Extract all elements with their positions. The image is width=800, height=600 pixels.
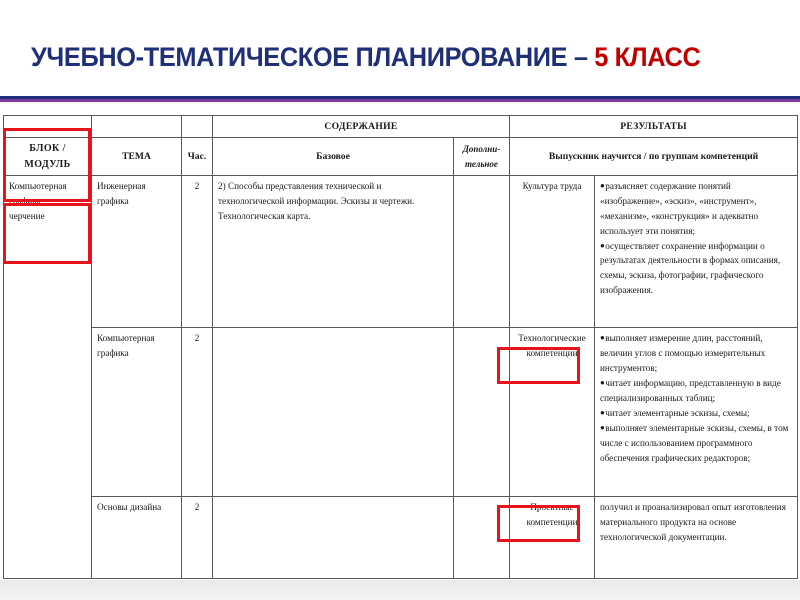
header-spacer-block	[4, 116, 92, 138]
title-container	[0, 26, 800, 88]
header-col-extra	[454, 137, 510, 175]
bullet-icon: ●	[600, 180, 606, 190]
cell-theme: Компьютерная графика	[92, 328, 182, 496]
header-col-block-line2: МОДУЛЬ	[24, 158, 71, 170]
table-row	[4, 328, 798, 496]
page-title	[0, 26, 752, 88]
list-item	[600, 421, 792, 466]
bottom-strip	[0, 580, 800, 600]
list-item	[600, 376, 792, 406]
table-column-header-row	[4, 137, 798, 175]
header-col-hours: Час.	[182, 137, 213, 175]
cell-base-content	[213, 496, 454, 578]
list-item-text: читает элементарные эскизы, схемы;	[605, 407, 750, 418]
cell-base-content: 2) Способы представления технической и технологической информации. Эскизы и чертежи. Технологическая карта.	[213, 175, 454, 327]
competence-line2: компетенции	[526, 516, 578, 527]
bullet-icon: ●	[600, 407, 606, 417]
list-item-text: разъясняет содержание понятий «изображение», «эскиз», «инструмент», «механизм», «конструкция» и адекватно использует эти понятия;	[600, 180, 759, 236]
bullet-icon: ●	[600, 378, 606, 388]
header-col-extra-line1: Дополни-	[462, 144, 501, 155]
header-col-block	[4, 137, 92, 175]
block-module-line1: Компьютерная	[9, 180, 67, 191]
competence-line1: Технологические	[518, 333, 586, 344]
header-group-rezultaty: РЕЗУЛЬТАТЫ	[510, 116, 798, 138]
table-row	[4, 175, 798, 327]
results-bullet-list	[600, 179, 792, 298]
cell-results	[595, 175, 798, 327]
cell-theme: Инженерная графика	[92, 175, 182, 327]
header-col-extra-line2: тельное	[465, 158, 498, 169]
list-item-text: осуществляет сохранение информации о результатах деятельности в формах описания, схемы, эскиза, фотографии, графического изображения.	[600, 240, 781, 296]
header-spacer-hours	[182, 116, 213, 138]
list-item-text: читает информацию, представленную в виде специализированных таблиц;	[600, 378, 781, 404]
list-item-text: выполняет измерение длин, расстояний, величин углов с помощью измерительных инструментов;	[600, 333, 766, 374]
table-group-header-row	[4, 116, 798, 138]
list-item	[600, 179, 792, 239]
cell-competence-group	[510, 496, 595, 578]
header-col-results: Выпускник научится / по группам компетенций	[510, 137, 798, 175]
cell-competence-group	[510, 175, 595, 327]
cell-extra-content	[454, 496, 510, 578]
cell-results	[595, 328, 798, 496]
table-row	[4, 496, 798, 578]
cell-hours: 2	[182, 175, 213, 327]
bullet-icon: ●	[600, 333, 606, 343]
cell-hours: 2	[182, 496, 213, 578]
bullet-icon: ●	[600, 240, 606, 250]
header-spacer-theme	[92, 116, 182, 138]
page-title-main: УЧЕБНО-ТЕМАТИЧЕСКОЕ ПЛАНИРОВАНИЕ –	[31, 42, 595, 72]
block-module-line3: черчение	[9, 210, 45, 221]
list-item	[600, 331, 792, 376]
divider-rule-purple	[0, 99, 800, 102]
competence-line2: компетенции	[526, 348, 578, 359]
list-item	[600, 239, 792, 299]
results-bullet-list	[600, 331, 792, 465]
header-col-theme: ТЕМА	[92, 137, 182, 175]
list-item-text: выполняет элементарные эскизы, схемы, в том числе с использованием программного обеспечения графических редакторов;	[600, 422, 789, 463]
block-module-line2: графика,	[9, 195, 44, 206]
header-col-block-line1: БЛОК /	[29, 142, 66, 154]
curriculum-table	[3, 115, 798, 579]
cell-theme: Основы дизайна	[92, 496, 182, 578]
page-title-accent: 5 КЛАСС	[594, 42, 701, 72]
header-group-soderzhanie: СОДЕРЖАНИЕ	[213, 116, 510, 138]
cell-block-module	[4, 175, 92, 578]
cell-competence-group	[510, 328, 595, 496]
cell-extra-content	[454, 328, 510, 496]
list-item	[600, 406, 792, 421]
cell-extra-content	[454, 175, 510, 327]
competence-line1: Проектные	[530, 501, 574, 512]
competence-line1: Культура труда	[522, 180, 582, 191]
cell-base-content	[213, 328, 454, 496]
cell-hours: 2	[182, 328, 213, 496]
curriculum-table-container	[3, 115, 797, 579]
bullet-icon: ●	[600, 422, 606, 432]
header-col-base: Базовое	[213, 137, 454, 175]
table-body	[4, 175, 798, 578]
cell-results: получил и проанализировал опыт изготовления материального продукта на основе технологической документации.	[595, 496, 798, 578]
table-head	[4, 116, 798, 176]
